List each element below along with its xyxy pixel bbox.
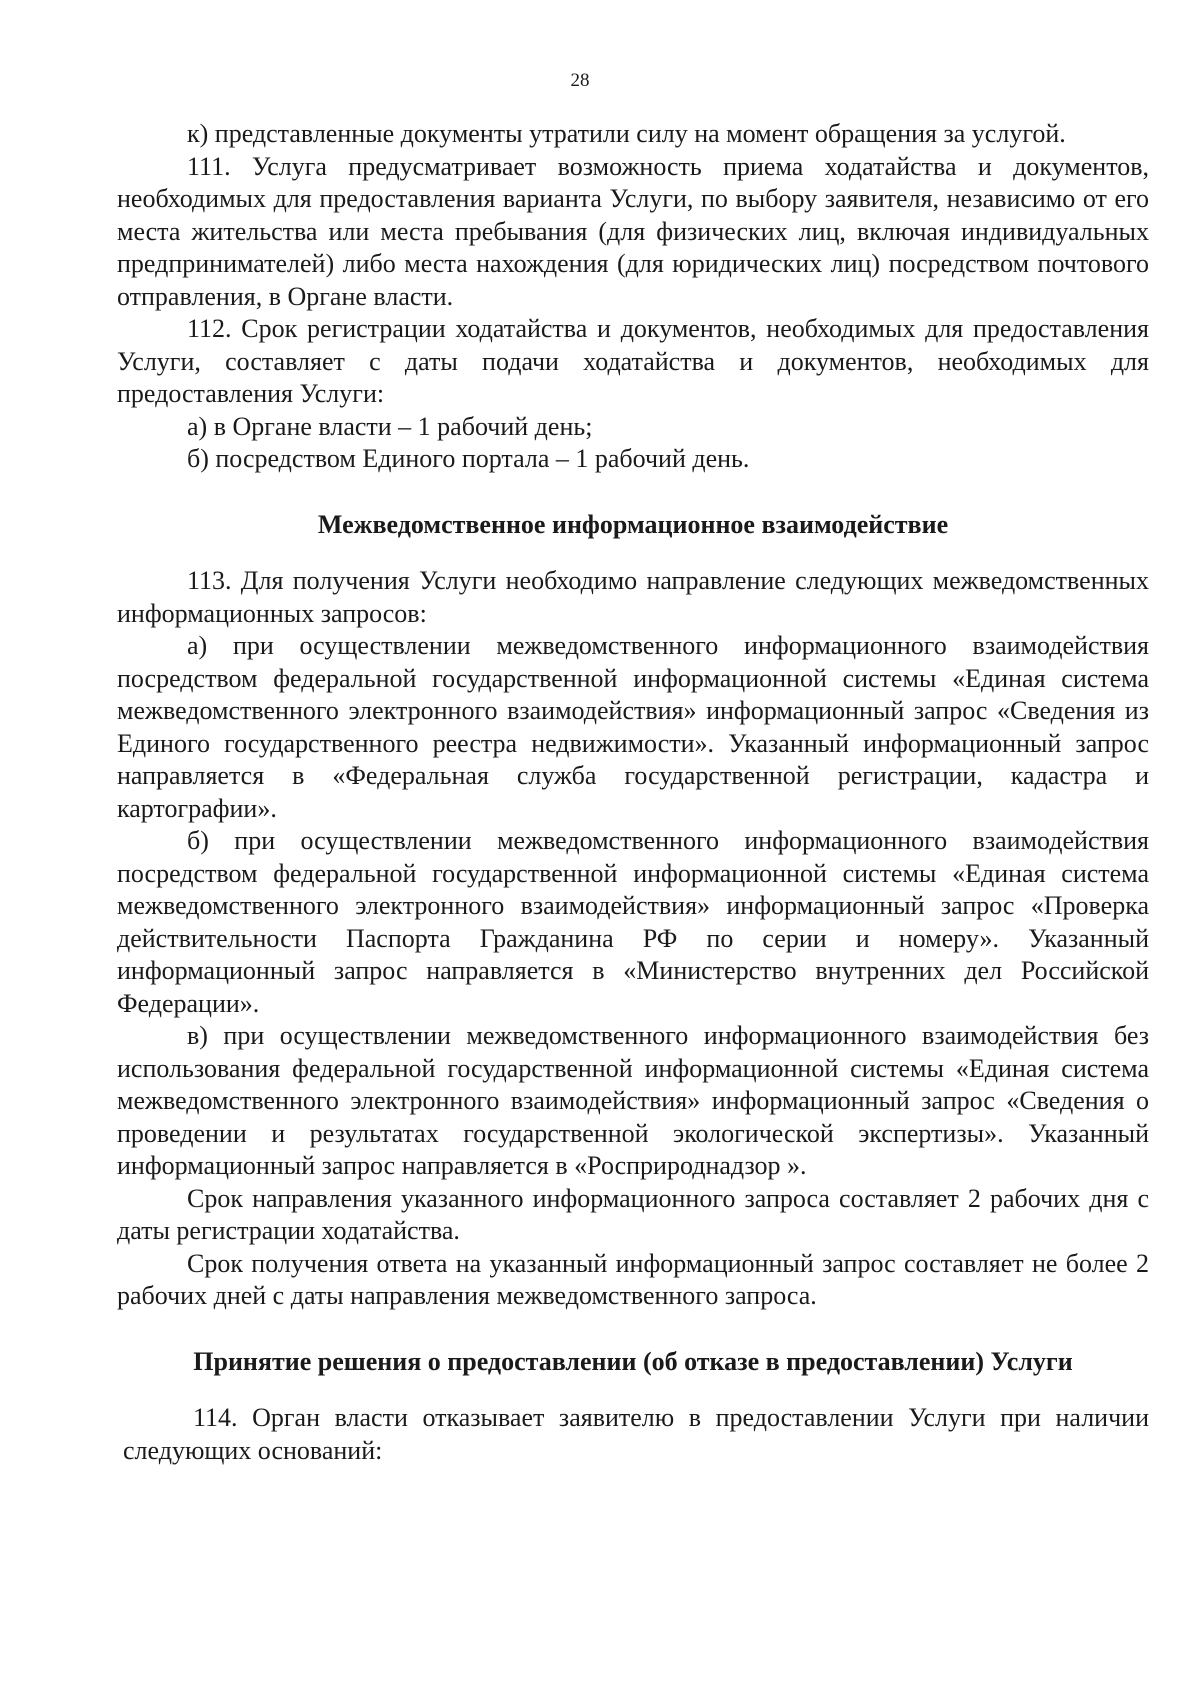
document-body xyxy=(117,118,1149,1467)
section-heading-decision: Принятие решения о предоставлении (об отказе в предоставлении) Услуги xyxy=(193,1346,1073,1376)
paragraph-112: 112. Срок регистрации ходатайства и документов, необходимых для предоставления Услуги, составляет с даты подачи ходатайства и документов, необходимых для предоставления Услуги: xyxy=(117,314,1149,408)
paragraph-113-a: а) при осуществлении межведомственного информационного взаимодействия посредством федеральной государственной информационной системы «Единая система межведомственного электронного взаимодействия» информационный запрос «Сведения из Единого государственного реестра недвижимости». Указанный информационный запрос направляется в «Федеральная служба государственной регистрации, кадастра и картографии». xyxy=(117,631,1149,823)
page-number: 28 xyxy=(570,70,590,91)
section-heading-interagency: Межведомственное информационное взаимодействие xyxy=(317,509,949,539)
paragraph-111: 111. Услуга предусматривает возможность приема ходатайства и документов, необходимых для предоставления варианта Услуги, по выбору заявителя, независимо от его места жительства или места пребывания (для физических лиц, включая индивидуальных предпринимателей) либо места нахождения (для юридических лиц) посредством почтового отправления, в Органе власти. xyxy=(117,151,1149,311)
paragraph-112-a: а) в Органе власти – 1 рабочий день; xyxy=(187,411,593,441)
paragraph-113-b: б) при осуществлении межведомственного информационного взаимодействия посредством федеральной государственной информационной системы «Единая система межведомственного электронного взаимодействия» информационный запрос «Проверка действительности Паспорта Гражданина РФ по серии и номеру». Указанный информационный запрос направляется в «Министерство внутренних дел Российской Федерации». xyxy=(117,826,1149,1018)
paragraph-114: 114. Орган власти отказывает заявителю в предоставлении Услуги при наличии следующих оснований: xyxy=(123,1403,1149,1465)
paragraph-k: к) представленные документы утратили силу на момент обращения за услугой. xyxy=(187,119,1066,148)
paragraph-request-deadline: Срок направления указанного информационного запроса составляет 2 рабочих дня с даты регистрации ходатайства. xyxy=(117,1183,1149,1245)
paragraph-112-b: б) посредством Единого портала – 1 рабочий день. xyxy=(187,444,750,473)
paragraph-113-v: в) при осуществлении межведомственного информационного взаимодействия без использования федеральной государственной информационной системы «Единая система межведомственного электронного взаимодействия» информационный запрос «Сведения о проведении и результатах государственной экологической экспертизы». Указанный информационный запрос направляется в «Росприроднадзор ». xyxy=(117,1021,1149,1180)
paragraph-response-deadline: Срок получения ответа на указанный информационный запрос составляет не более 2 рабочих дней с даты направления межведомственного запроса. xyxy=(117,1248,1149,1310)
paragraph-113: 113. Для получения Услуги необходимо направление следующих межведомственных информационных запросов: xyxy=(117,566,1149,628)
